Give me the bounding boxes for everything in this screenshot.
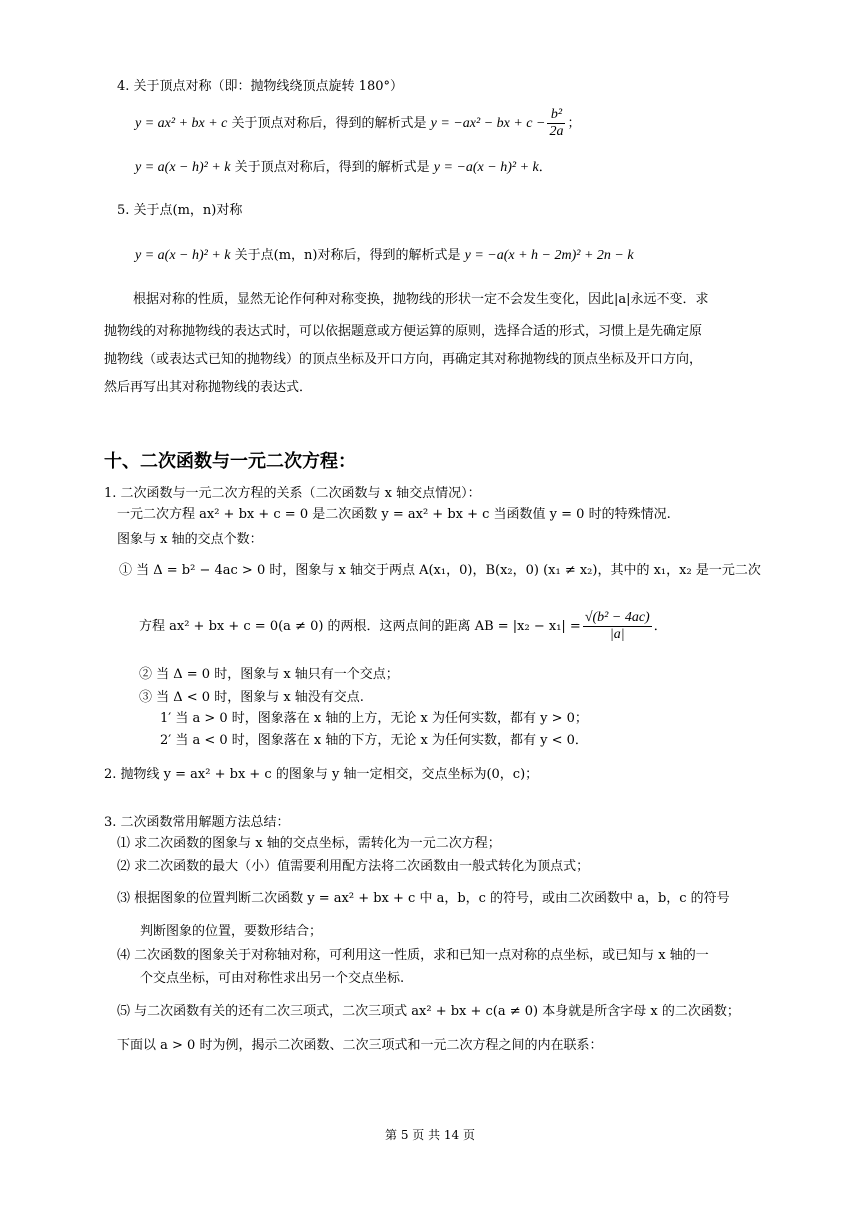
method-2: ⑵ 求二次函数的最大（小）值需要利用配方法将二次函数由一般式转化为顶点式；: [117, 859, 590, 874]
formula: y = a(x − h)² + k: [135, 248, 231, 263]
case-3: ③ 当 Δ < 0 时，图象与 x 轴没有交点.: [139, 690, 364, 705]
point-1-line-1: 一元二次方程 ax² + bx + c = 0 是二次函数 y = ax² + bx + c 当函数值 y = 0 时的特殊情况.: [117, 507, 671, 522]
text: ．: [538, 160, 552, 175]
case-3-sub-1: 1′ 当 a > 0 时，图象落在 x 轴的上方，无论 x 为任何实数，都有 y > 0；: [160, 711, 588, 726]
text: 方程 ax² + bx + c = 0(a ≠ 0) 的两根．这两点间的距离 AB = |x₂ − x₁| =: [139, 619, 581, 634]
formula: y = ax² + bx + c: [135, 116, 228, 131]
fraction-denominator: 2a: [549, 124, 564, 139]
paragraph-line-3: 抛物线（或表达式已知的抛物线）的顶点坐标及开口方向，再确定其对称抛物线的顶点坐标及开口方向，: [104, 352, 703, 367]
formula: y = −a(x − h)² + k: [433, 160, 539, 175]
case-2: ② 当 Δ = 0 时，图象与 x 轴只有一个交点；: [139, 667, 399, 682]
section-4-line-2: [135, 158, 552, 178]
point-1-line-2: 图象与 x 轴的交点个数：: [117, 532, 263, 547]
text: 关于点(m，n)对称后，得到的解析式是: [230, 248, 465, 263]
fraction: [583, 610, 652, 643]
fraction-numerator: b²: [547, 107, 565, 124]
case-3-sub-2: 2′ 当 a < 0 时，图象落在 x 轴的下方，无论 x 为任何实数，都有 y < 0．: [160, 733, 588, 748]
fraction-numerator: √(b² − 4ac): [584, 610, 650, 625]
method-4-line-2: 个交点坐标，可由对称性求出另一个交点坐标.: [140, 971, 405, 986]
paragraph-line-2: 抛物线的对称抛物线的表达式时，可以依据题意或方便运算的原则，选择合适的形式，习惯上是先确定原: [104, 324, 703, 339]
closing-line: 下面以 a > 0 时为例，揭示二次函数、二次三项式和一元二次方程之间的内在联系：: [117, 1038, 603, 1053]
text: 关于顶点对称后，得到的解析式是: [227, 116, 431, 131]
paragraph-line-1: 根据对称的性质，显然无论作何种对称变换，抛物线的形状一定不会发生变化，因此|a|永远不变．求: [133, 292, 709, 307]
text: ．: [653, 619, 667, 634]
page-footer: 第 5 页 共 14 页: [385, 1128, 475, 1142]
section-4-line-1: [135, 106, 580, 142]
formula: y = −ax² − bx + c −: [430, 116, 546, 131]
point-2: 2. 抛物线 y = ax² + bx + c 的图象与 y 轴一定相交，交点坐标为(0，c)；: [104, 767, 539, 782]
method-5: ⑸ 与二次函数有关的还有二次三项式，二次三项式 ax² + bx + c(a ≠ 0) 本身就是所含字母 x 的二次函数；: [117, 1004, 740, 1019]
point-3-title: 3. 二次函数常用解题方法总结：: [104, 815, 290, 830]
fraction-denominator: |a|: [609, 627, 625, 642]
case-1-line-2: [139, 607, 667, 647]
method-4-line-1: ⑷ 二次函数的图象关于对称轴对称，可利用这一性质，求和已知一点对称的点坐标，或已知与 x 轴的一: [117, 948, 709, 963]
point-1-title: 1. 二次函数与一元二次方程的关系（二次函数与 x 轴交点情况）：: [104, 486, 481, 501]
method-1: ⑴ 求二次函数的图象与 x 轴的交点坐标，需转化为一元二次方程；: [117, 836, 501, 851]
paragraph-line-4: 然后再写出其对称抛物线的表达式．: [104, 380, 313, 395]
formula: y = a(x − h)² + k: [135, 160, 231, 175]
text: ；: [567, 116, 581, 131]
fraction: [547, 107, 565, 140]
section-4-title: 4. 关于顶点对称（即：抛物线绕顶点旋转 180°）: [117, 79, 403, 94]
case-1-line-1: ① 当 Δ = b² − 4ac > 0 时，图象与 x 轴交于两点 A(x₁，0)，B(x₂，0) (x₁ ≠ x₂)，其中的 x₁，x₂ 是一元二次: [119, 563, 761, 578]
method-3-line-1: ⑶ 根据图象的位置判断二次函数 y = ax² + bx + c 中 a，b，c 的符号，或由二次函数中 a，b，c 的符号: [117, 891, 730, 906]
formula: y = −a(x + h − 2m)² + 2n − k: [464, 248, 634, 263]
text: 关于顶点对称后，得到的解析式是: [230, 160, 434, 175]
section-5-title: 5. 关于点(m，n)对称: [117, 203, 243, 218]
method-3-line-2: 判断图象的位置，要数形结合；: [140, 924, 323, 939]
section-5-line-1: [135, 246, 634, 266]
section-heading: 十、二次函数与一元二次方程：: [104, 451, 356, 472]
